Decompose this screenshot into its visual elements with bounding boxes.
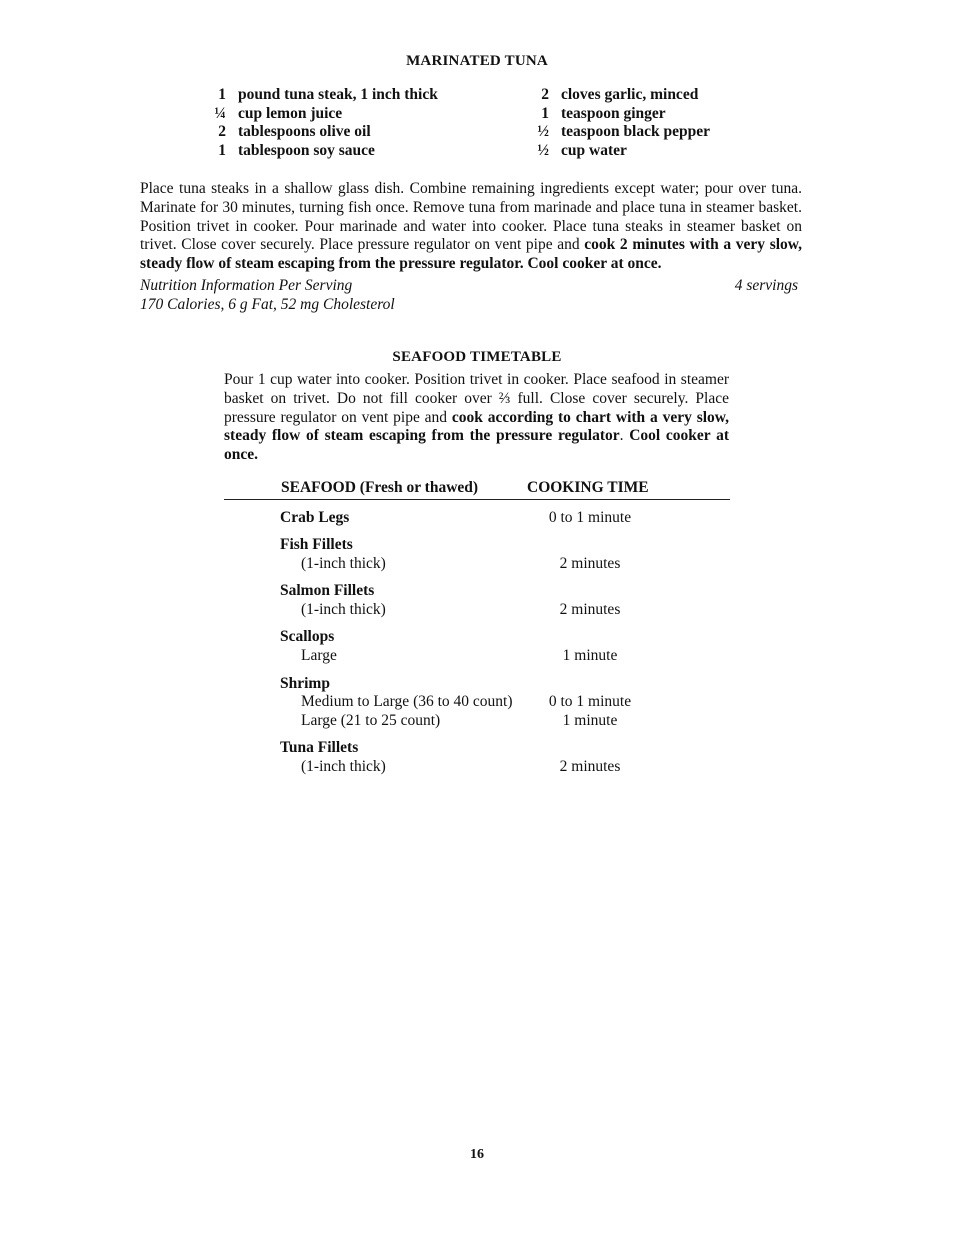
ingredient-item: tablespoon soy sauce [238, 142, 375, 160]
cooking-time: 2 minutes [559, 601, 621, 619]
nutrition-header [140, 277, 798, 296]
ingredient-item: teaspoon black pepper [561, 123, 710, 141]
seafood-name: Salmon Fillets [280, 582, 375, 600]
ingredient-row [523, 142, 710, 161]
ingredient-quantity: 2 [218, 123, 226, 141]
ingredient-row [200, 142, 438, 161]
cooking-time: 0 to 1 minute [548, 509, 632, 526]
seafood-name: Tuna Fillets [280, 739, 359, 757]
seafood-detail: (1-inch thick) [301, 601, 386, 619]
seafood-detail: (1-inch thick) [301, 555, 386, 573]
table-subrow [280, 601, 730, 620]
table-row [280, 739, 730, 758]
timetable-group [280, 628, 730, 666]
table-row [280, 536, 730, 555]
cooking-time: 2 minutes [559, 555, 621, 573]
ingredient-row [200, 86, 438, 105]
header-seafood: SEAFOOD (Fresh or thawed) [281, 479, 479, 496]
seafood-name: Scallops [280, 628, 335, 646]
header-cooking-time: COOKING TIME [527, 479, 649, 496]
timetable-group [280, 675, 730, 731]
table-row [280, 509, 730, 528]
ingredient-item: teaspoon ginger [561, 104, 666, 122]
recipe-title: MARINATED TUNA [406, 53, 548, 69]
ingredient-row [200, 123, 438, 142]
timetable-instructions-emphasis: cook according to chart with a very slow, steady flow of steam escaping from the pressure regulator [224, 408, 730, 445]
ingredient-quantity: ¼ [214, 104, 226, 122]
timetable-instructions-closing: Cool cooker at once. [224, 427, 730, 464]
seafood-name: Crab Legs [280, 509, 350, 526]
seafood-name: Shrimp [280, 674, 330, 692]
ingredient-item: pound tuna steak, 1 inch thick [238, 86, 438, 103]
table-row [280, 628, 730, 647]
timetable-instructions-separator: . [619, 427, 630, 445]
timetable-group [280, 739, 730, 777]
ingredient-quantity: ½ [537, 123, 549, 141]
table-row [280, 675, 730, 694]
table-subrow [280, 712, 730, 731]
cooking-time: 1 minute [562, 647, 618, 665]
page-number: 16 [470, 1147, 484, 1162]
timetable-body [280, 509, 730, 786]
timetable-group [280, 582, 730, 620]
ingredient-row [523, 105, 710, 124]
ingredient-quantity: 1 [218, 142, 226, 160]
nutrition-label: Nutrition Information Per Serving [140, 277, 353, 294]
timetable-group [280, 536, 730, 574]
table-subrow [280, 693, 730, 712]
seafood-name: Fish Fillets [280, 536, 353, 554]
cooking-time: 0 to 1 minute [548, 693, 632, 711]
table-row [280, 582, 730, 601]
table-subrow [280, 555, 730, 574]
ingredient-quantity: 2 [541, 86, 549, 103]
ingredient-item: tablespoons olive oil [238, 123, 371, 141]
ingredient-row [200, 105, 438, 124]
instructions-emphasis: cook 2 minutes with a very slow, steady flow of steam escaping from the pressure regulator. Cool cooker at once. [140, 236, 802, 273]
seafood-detail: Large (21 to 25 count) [301, 712, 441, 730]
ingredient-quantity: 1 [541, 104, 549, 122]
timetable-instructions [224, 371, 729, 465]
timetable-group [280, 509, 730, 528]
recipe-instructions [140, 180, 802, 274]
ingredient-row [523, 123, 710, 142]
instructions-text: Place tuna steaks in a shallow glass dish. Combine remaining ingredients except water; pour over tuna. Marinate for 30 minutes, turning fish once. Remove tuna from marinade and place tuna in steamer basket. Position trivet in cooker. Pour marinade and water into cooker. Place tuna steaks in steamer basket on trivet. Close cover securely. Place pressure regulator on vent pipe and [140, 180, 802, 254]
cooking-time: 1 minute [562, 712, 618, 730]
seafood-detail: Medium to Large (36 to 40 count) [301, 693, 513, 711]
ingredients-right-column [523, 86, 710, 161]
ingredient-item: cup lemon juice [238, 104, 343, 122]
cooking-time: 2 minutes [559, 758, 621, 776]
servings-count: 4 servings [734, 277, 798, 294]
ingredients-left-column [200, 86, 438, 161]
timetable-instructions-text: Pour 1 cup water into cooker. Position trivet in cooker. Place seafood in steamer basket on trivet. Do not fill cooker over ⅔ full. Close cover securely. Place pressure regulator on vent pipe and [224, 371, 729, 426]
ingredient-quantity: ½ [537, 142, 549, 160]
ingredient-item: cup water [561, 142, 627, 160]
timetable-title: SEAFOOD TIMETABLE [392, 349, 562, 365]
table-subrow [280, 758, 730, 777]
timetable-header [224, 479, 730, 500]
table-subrow [280, 647, 730, 666]
ingredient-item: cloves garlic, minced [561, 86, 699, 103]
ingredient-quantity: 1 [218, 86, 226, 103]
nutrition-values: 170 Calories, 6 g Fat, 52 mg Cholesterol [140, 296, 395, 313]
ingredient-row [523, 86, 710, 105]
seafood-detail: (1-inch thick) [301, 758, 386, 776]
seafood-detail: Large [301, 647, 337, 665]
